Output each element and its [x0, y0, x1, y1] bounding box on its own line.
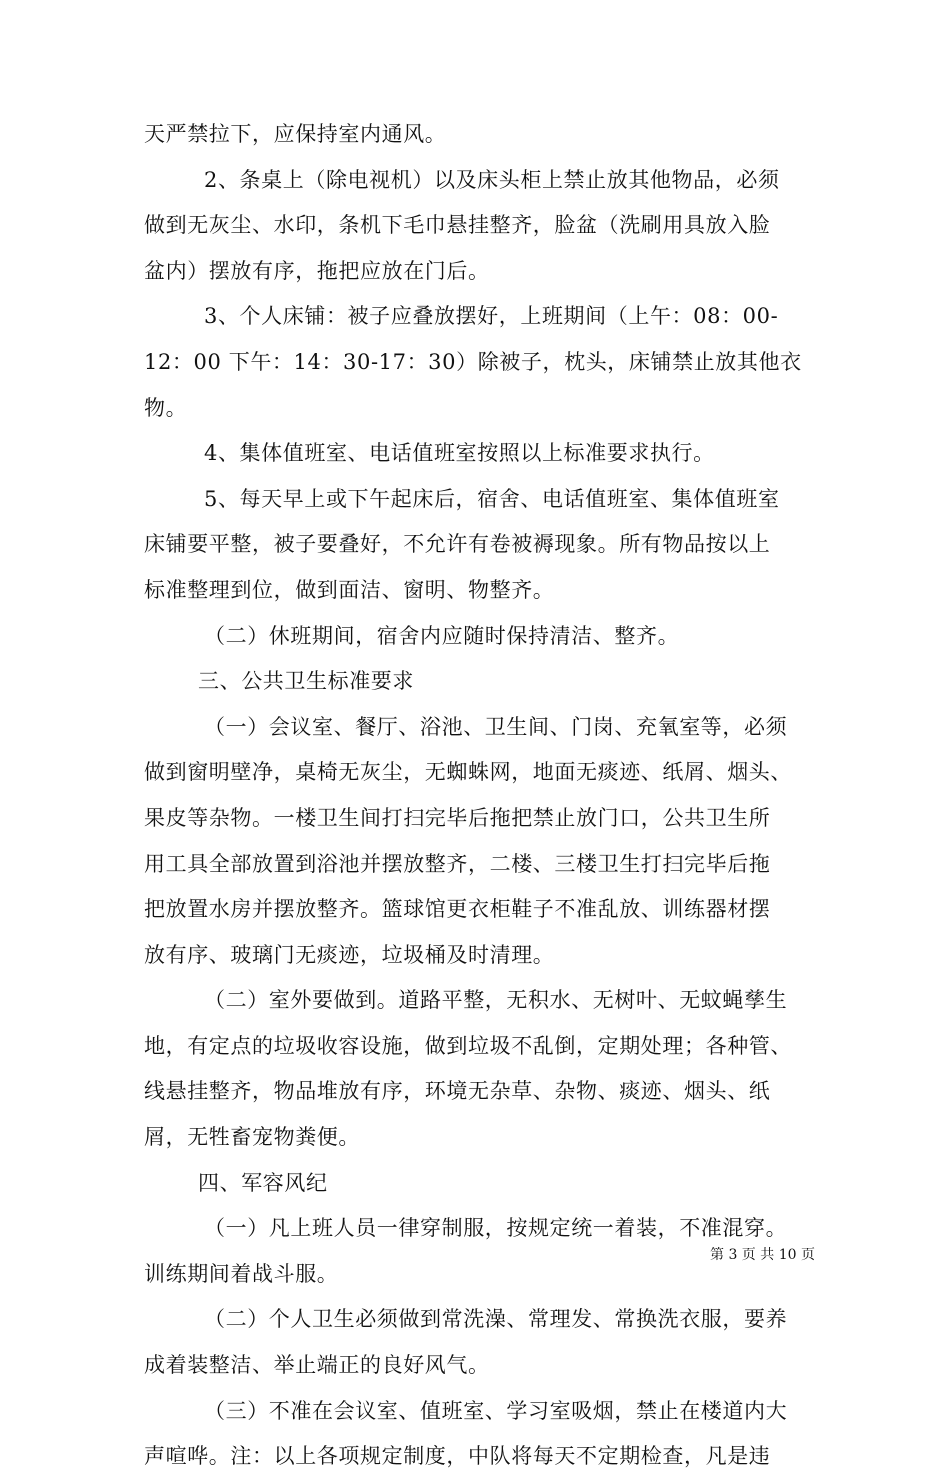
- text-line: 2、条桌上（除电视机）以及床头柜上禁止放其他物品，必须: [204, 167, 780, 192]
- text-line: 5、每天早上或下午起床后，宿舍、电话值班室、集体值班室: [204, 486, 780, 511]
- text-line: 床铺要平整，被子要叠好，不允许有卷被褥现象。所有物品按以上: [144, 532, 771, 557]
- text-line: 地，有定点的垃圾收容设施，做到垃圾不乱倒，定期处理；各种管、: [144, 1033, 792, 1058]
- text-line: （二）休班期间，宿舍内应随时保持清洁、整齐。: [204, 623, 680, 648]
- text-line: （三）不准在会议室、值班室、学习室吸烟，禁止在楼道内大: [204, 1398, 788, 1423]
- section-heading: 四、军容风纪: [198, 1170, 328, 1195]
- text-line: 物。: [144, 395, 188, 420]
- text-line: （二）室外要做到。道路平整，无积水、无树叶、无蚊蝇孳生: [204, 988, 788, 1013]
- text-line: 标准整理到位，做到面洁、窗明、物整齐。: [144, 577, 555, 602]
- page-number: 第 3 页 共 10 页: [710, 1247, 815, 1263]
- text-line: 4、集体值班室、电话值班室按照以上标准要求执行。: [204, 441, 715, 466]
- text-line: 做到无灰尘、水印，条机下毛巾悬挂整齐，脸盆（洗刷用具放入脸: [144, 213, 771, 238]
- text-line: 天严禁拉下，应保持室内通风。: [144, 122, 447, 146]
- text-line: 训练期间着战斗服。: [144, 1261, 339, 1286]
- text-line: 屑，无牲畜宠物粪便。: [144, 1125, 360, 1150]
- text-line: （一）凡上班人员一律穿制服，按规定统一着装，不准混穿。: [204, 1216, 788, 1241]
- text-line: （二）个人卫生必须做到常洗澡、常理发、常换洗衣服，要养: [204, 1307, 788, 1332]
- section-heading: 三、公共卫生标准要求: [198, 669, 414, 694]
- text-line: 做到窗明壁净，桌椅无灰尘，无蜘蛛网，地面无痰迹、纸屑、烟头、: [144, 760, 792, 785]
- text-line: 声喧哗。注：以上各项规定制度，中队将每天不定期检查，凡是违: [144, 1444, 771, 1469]
- text-line: 3、个人床铺：被子应叠放摆好，上班期间（上午：08：00-: [204, 304, 779, 329]
- text-line: 把放置水房并摆放整齐。篮球馆更衣柜鞋子不准乱放、训练器材摆: [144, 897, 771, 922]
- text-line: 成着装整洁、举止端正的良好风气。: [144, 1353, 490, 1378]
- text-line: 12：00 下午：14：30-17：30）除被子，枕头，床铺禁止放其他衣: [144, 349, 802, 374]
- text-line: 线悬挂整齐，物品堆放有序，环境无杂草、杂物、痰迹、烟头、纸: [144, 1079, 771, 1104]
- text-line: （一）会议室、餐厅、浴池、卫生间、门岗、充氧室等，必须: [204, 714, 788, 739]
- text-line: 果皮等杂物。一楼卫生间打扫完毕后拖把禁止放门口，公共卫生所: [144, 805, 771, 830]
- text-line: 盆内）摆放有序，拖把应放在门后。: [144, 258, 490, 283]
- document-body: [144, 112, 808, 1480]
- text-line: 放有序、玻璃门无痰迹，垃圾桶及时清理。: [144, 942, 555, 967]
- text-line: 用工具全部放置到浴池并摆放整齐，二楼、三楼卫生打扫完毕后拖: [144, 851, 771, 876]
